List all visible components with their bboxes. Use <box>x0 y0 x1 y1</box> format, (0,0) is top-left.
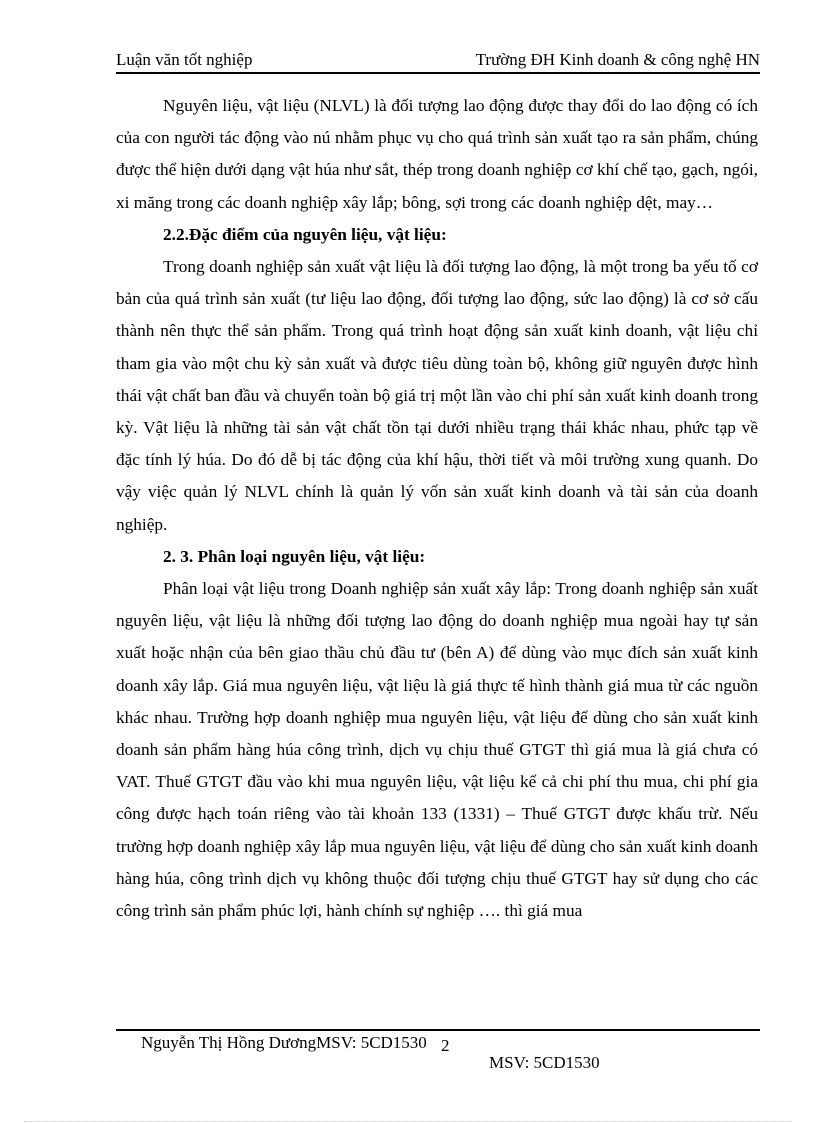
footer-author: Nguyễn Thị Hồng DươngMSV: 5CD1530 <box>141 1033 427 1052</box>
page-number: 2 <box>441 1036 450 1055</box>
paragraph-classification: Phân loại vật liệu trong Doanh nghiệp sản xuất xây lắp: Trong doanh nghiệp sản xuất nguyên liệu, vật liệu là những đối tượng lao động do doanh nghiệp mua ngoài hay tự sản xuất hoặc nhận của bên giao thầu chủ đầu tư (bên A) để dùng vào mục đích sản xuất kinh doanh xây lắp. Giá mua nguyên liệu, vật liệu là giá thực tế hình thành giá mua từ các nguồn khác nhau. Trường hợp doanh nghiệp mua nguyên liệu, vật liệu để dùng cho sản xuất kinh doanh sản phẩm hàng húa công trình, dịch vụ chịu thuế GTGT thì giá mua là giá chưa có VAT. Thuế GTGT đầu vào khi mua nguyên liệu, vật liệu kể cả chi phí thu mua, chi phí gia công được hạch toán riêng vào tài khoản 133 (1331) – Thuế GTGT được khấu trừ. Nếu trường hợp doanh nghiệp xây lắp mua nguyên liệu, vật liệu để dùng cho sản xuất kinh doanh hàng húa, công trình dịch vụ không thuộc đối tượng chịu thuế GTGT hay sử dụng cho các công trình sản phẩm phúc lợi, hành chính sự nghiệp …. thì giá mua <box>116 579 758 921</box>
paragraph-intro: Nguyên liệu, vật liệu (NLVL) là đối tượng lao động được thay đổi do lao động có ích của con người tác động vào nú nhằm phục vụ cho quá trình sản xuất tạo ra sản phẩm, chúng được thể hiện dưới dạng vật húa như sắt, thép trong doanh nghiệp cơ khí chế tạo, gạch, ngói, xi măng trong các doanh nghiệp xây lắp; bông, sợi trong các doanh nghiệp dệt, may… <box>116 96 758 212</box>
header-university-name: Trường ĐH Kinh doanh & công nghệ HN <box>475 50 760 69</box>
footer-rule <box>116 1029 760 1031</box>
section-heading-2-2: 2.2.Đặc điểm của nguyên liệu, vật liệu: <box>163 224 447 244</box>
header-thesis-label: Luận văn tốt nghiệp <box>116 50 253 69</box>
paragraph-characteristics: Trong doanh nghiệp sản xuất vật liệu là đối tượng lao động, là một trong ba yếu tố cơ bản của quá trình sản xuất (tư liệu lao động, đối tượng lao động, sức lao động) là cơ sở cấu thành nên thực thể sản phẩm. Trong quá trình hoạt động sản xuất kinh doanh, vật liệu chỉ tham gia vào một chu kỳ sản xuất và được tiêu dùng toàn bộ, không giữ nguyên được hình thái vật chất ban đầu và chuyển toàn bộ giá trị một lần vào chi phí sản xuất kinh doanh trong kỳ. Vật liệu là những tài sản vật chất tồn tại dưới nhiều trạng thái khác nhau, phức tạp về đặc tính lý húa. Do đó dễ bị tác động của khí hậu, thời tiết và môi trường xung quanh. Do vậy việc quản lý NLVL chính là quản lý vốn sản xuất kinh doanh và tài sản của doanh nghiệp. <box>116 257 758 534</box>
section-heading-2-3: 2. 3. Phân loại nguyên liệu, vật liệu: <box>163 546 426 566</box>
page-header <box>116 50 760 72</box>
document-body <box>116 90 758 927</box>
page-bottom-border <box>24 1121 792 1122</box>
footer-student-id: MSV: 5CD1530 <box>489 1053 600 1072</box>
header-rule <box>116 72 760 74</box>
